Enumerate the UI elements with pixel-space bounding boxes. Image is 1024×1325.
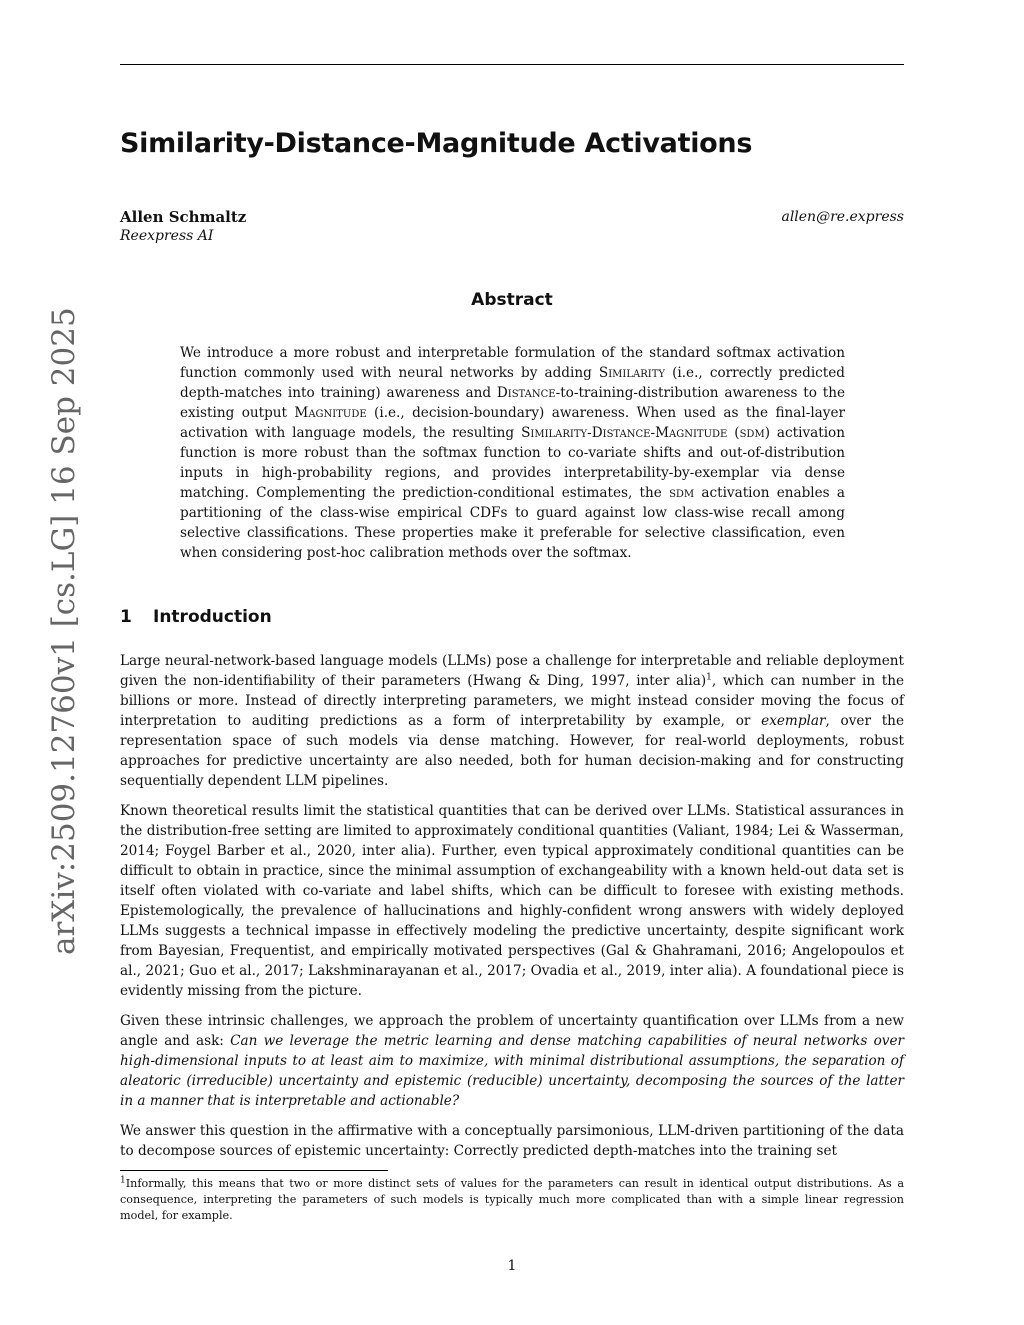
abstract-smallcaps-term: sdm xyxy=(739,425,765,441)
author-affiliation: Reexpress AI xyxy=(120,228,214,244)
abstract-heading: Abstract xyxy=(471,290,553,310)
paragraph-3 xyxy=(120,1011,904,1111)
section-number: 1 xyxy=(120,607,132,627)
abstract-smallcaps-term: Magnitude xyxy=(294,405,367,421)
arxiv-identifier: arXiv:2509.12760v1 [cs.LG] 16 Sep 2025 xyxy=(46,307,82,955)
paragraph-2: Known theoretical results limit the statistical quantities that can be derived over LLMs. Statistical assurances in the distribution-free setting are limited to approximately conditional quantities (Valiant, 1984; Lei & Wasserman, 2014; Foygel Barber et al., 2020, inter alia). Further, even typical approximately conditional quantities can be difficult to obtain in practice, since the minimal assumption of exchangeability with a known held-out data set is itself often violated with co-variate and label shifts, which can be difficult to foresee with existing methods. Epistemologically, the prevalence of hallucinations and highly-confident wrong answers with widely deployed LLMs suggests a technical impasse in effectively modeling the predictive uncertainty, despite significant work from Bayesian, Frequentist, and empirically motivated perspectives (Gal & Ghahramani, 2016; Angelopoulos et al., 2021; Guo et al., 2017; Lakshminarayanan et al., 2017; Ovadia et al., 2019, inter alia). A foundational piece is evidently missing from the picture. xyxy=(120,803,904,999)
abstract-text-segment: ( xyxy=(727,425,740,441)
abstract-text-segment: We introduce a more robust and interpretable formulation of the standard softmax activation function commonly used with neural networks by adding xyxy=(180,345,845,381)
abstract-text-segment: activation enables a partitioning of the class-wise empirical CDFs to guard against low class-wise recall among selective classifications. These properties make it preferable for selective classification, even when considering post-hoc calibration methods over the softmax. xyxy=(180,485,845,561)
paragraph-text: Given these intrinsic challenges, we approach the problem of uncertainty quantification over LLMs from a new angle and ask: xyxy=(120,1013,904,1049)
paragraph-text: , which can number in the billions or more. Instead of directly interpreting parameters, we might instead consider moving the focus of interpretation to auditing predictions as a form of interpretability by example, or xyxy=(120,673,904,729)
paragraph-4: We answer this question in the affirmative with a conceptually parsimonious, LLM-driven partitioning of the data to decompose sources of epistemic uncertainty: Correctly predicted depth-matches into the training set xyxy=(120,1123,904,1159)
author-email: allen@re.express xyxy=(781,209,904,225)
abstract-smallcaps-term: Similarity-Distance-Magnitude xyxy=(521,425,728,441)
body-text xyxy=(120,651,904,1171)
abstract-smallcaps-term: sdm xyxy=(669,485,695,501)
footnote xyxy=(120,1176,904,1224)
abstract-smallcaps-term: Similarity xyxy=(598,365,665,381)
paragraph-text: Large neural-network-based language models (LLMs) pose a challenge for interpretable and reliable deployment given the non-identifiability of their parameters (Hwang & Ding, 1997, inter alia) xyxy=(120,653,904,689)
paragraph-text: , over the representation space of such models via dense matching. However, for real-world deployments, robust approaches for predictive uncertainty are also needed, both for human decision-making and for constructing sequentially dependent LLM pipelines. xyxy=(120,713,904,789)
paper-title: Similarity-Distance-Magnitude Activations xyxy=(120,128,753,159)
author-name: Allen Schmaltz xyxy=(120,208,247,226)
paragraph-1 xyxy=(120,651,904,791)
abstract-text-segment: -to-training-distribution awareness to the existing output xyxy=(180,385,846,421)
abstract-text-segment: (i.e., correctly predicted depth-matches into training) awareness and xyxy=(180,365,845,401)
footnote-mark: 1 xyxy=(120,1175,126,1186)
footnote-text: Informally, this means that two or more distinct sets of values for the parameters can result in identical output distributions. As a consequence, interpreting the parameters of such models is typically much more complicated than with a simple linear regression model, for example. xyxy=(120,1177,904,1222)
abstract-text-segment: (i.e., decision-boundary) awareness. When used as the final-layer activation with language models, the resulting xyxy=(180,405,846,441)
footnote-rule xyxy=(120,1170,388,1171)
header-rule xyxy=(120,64,904,65)
footnote-reference[interactable]: 1 xyxy=(706,672,712,683)
section-heading-introduction xyxy=(120,607,272,627)
abstract-smallcaps-term: Distance xyxy=(496,385,556,401)
research-question: Can we leverage the metric learning and dense matching capabilities of neural networks over high-dimensional inputs to at least aim to maximize, with minimal distributional assumptions, the separation of aleatoric (irreducible) uncertainty and epistemic (reducible) uncertainty, decomposing the sources of the latter in a manner that is interpretable and actionable? xyxy=(120,1033,904,1109)
emphasis-term: exemplar xyxy=(761,713,826,729)
abstract-body xyxy=(180,343,845,563)
page-number: 1 xyxy=(507,1258,517,1274)
section-title: Introduction xyxy=(153,607,272,627)
abstract-text-segment: ) activation function is more robust than the softmax function to co-variate shifts and out-of-distribution inputs in high-probability regions, and provides interpretability-by-exemplar via dense matching. Complementing the prediction-conditional estimates, the xyxy=(180,425,845,501)
